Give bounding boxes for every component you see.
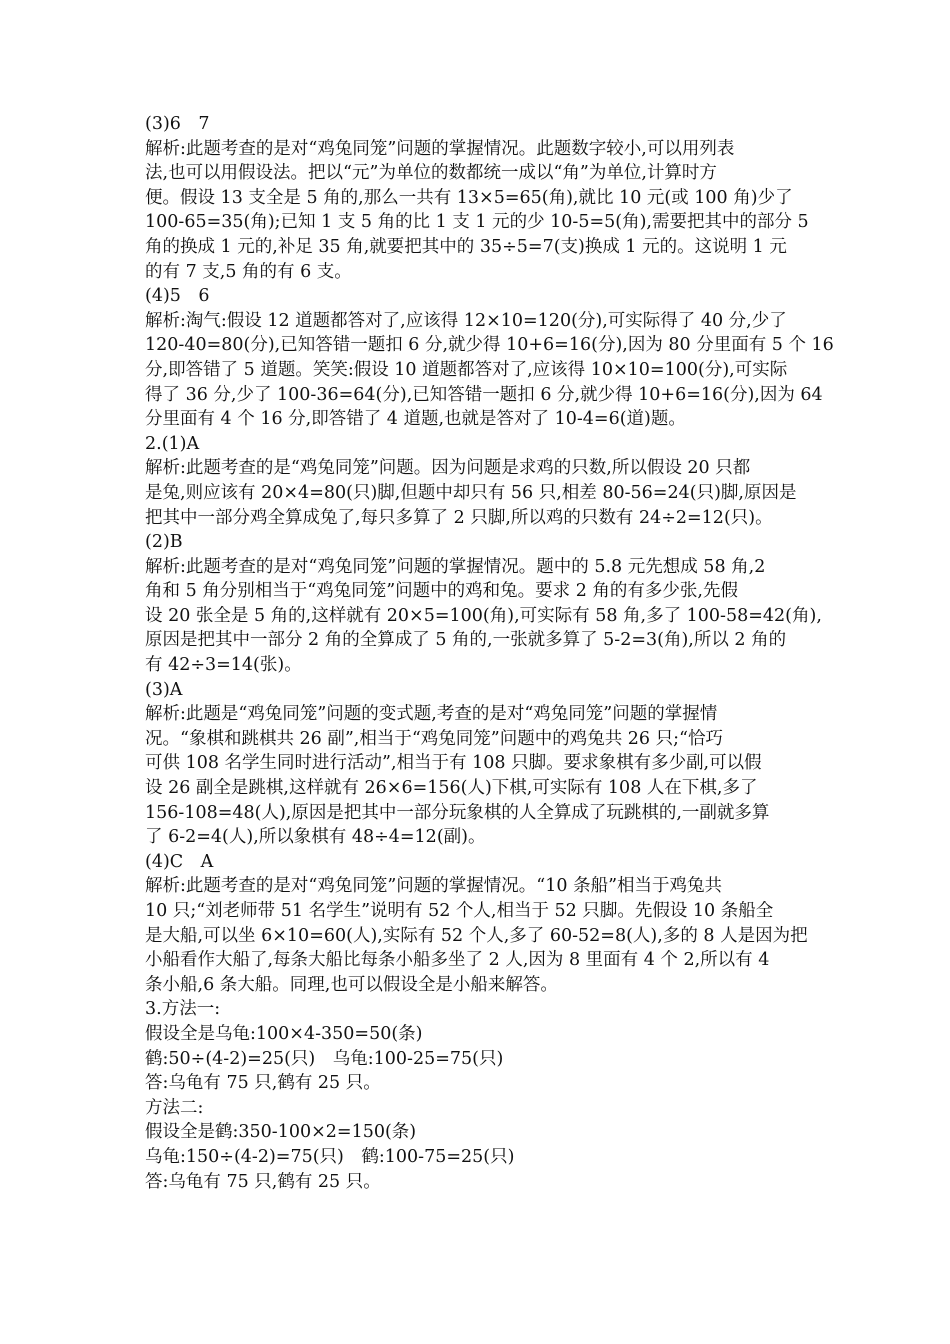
text-line: (3)6 7 — [145, 114, 210, 134]
text-line: 设 20 张全是 5 角的,这样就有 20×5=100(角),可实际有 58 角,多了 100-58=42(角), — [145, 605, 822, 626]
text-line: (4)C A — [145, 851, 214, 872]
text-line: 2.(1)A — [145, 433, 200, 454]
text-line: 况。“象棋和跳棋共 26 副”,相当于“鸡兔同笼”问题中的鸡兔共 26 只;“恰巧 — [145, 728, 723, 749]
text-line: 方法二: — [145, 1097, 204, 1118]
text-line: (4)5 6 — [145, 286, 210, 307]
text-line: 解析:此题考查的是对“鸡兔同笼”问题的掌握情况。“10 条船”相当于鸡兔共 — [145, 876, 723, 897]
text-line: 有 42÷3=14(张)。 — [145, 655, 302, 676]
text-line: 条小船,6 条大船。同理,也可以假设全是小船来解答。 — [145, 974, 558, 995]
text-line: 法,也可以用假设法。把以“元”为单位的数都统一成以“角”为单位,计算时方 — [145, 163, 717, 184]
text-line: 乌龟:150÷(4-2)=75(只) 鹤:100-75=25(只) — [145, 1146, 515, 1167]
text-line: 原因是把其中一部分 2 角的全算成了 5 角的,一张就多算了 5-2=3(角),所以 2 角的 — [145, 630, 787, 651]
text-line: 解析:此题是“鸡兔同笼”问题的变式题,考查的是对“鸡兔同笼”问题的掌握情 — [145, 704, 718, 725]
text-line: 分里面有 4 个 16 分,即答错了 4 道题,也就是答对了 10-4=6(道)题。 — [145, 409, 686, 430]
text-line: 可供 108 名学生同时进行活动”,相当于有 108 只脚。要求象棋有多少副,可以假 — [145, 753, 762, 774]
text-line: (3)A — [145, 679, 183, 700]
text-line: 156-108=48(人),原因是把其中一部分玩象棋的人全算成了玩跳棋的,一副就多算 — [145, 802, 770, 823]
text-line: 角和 5 角分别相当于“鸡兔同笼”问题中的鸡和兔。要求 2 角的有多少张,先假 — [145, 581, 738, 602]
text-line: 答:乌龟有 75 只,鹤有 25 只。 — [145, 1073, 381, 1094]
text-line: 解析:此题考查的是“鸡兔同笼”问题。因为问题是求鸡的只数,所以假设 20 只都 — [145, 458, 751, 479]
text-line: 分,即答错了 5 道题。笑笑:假设 10 道题都答对了,应该得 10×10=100(分),可实际 — [145, 359, 788, 380]
text-line: 答:乌龟有 75 只,鹤有 25 只。 — [145, 1171, 381, 1192]
text-line: 了 6-2=4(人),所以象棋有 48÷4=12(副)。 — [145, 827, 486, 848]
text-line: 3.方法一: — [145, 999, 221, 1020]
text-line: 便。假设 13 支全是 5 角的,那么一共有 13×5=65(角),就比 10 元(或 100 角)少了 — [145, 187, 793, 208]
text-line: 10 只;“刘老师带 51 名学生”说明有 52 个人,相当于 52 只脚。先假设 10 条船全 — [145, 901, 774, 921]
text-line: 100-65=35(角);已知 1 支 5 角的比 1 支 1 元的少 10-5=5(角),需要把其中的部分 5 — [145, 212, 809, 233]
text-line: 是大船,可以坐 6×10=60(人),实际有 52 个人,多了 60-52=8(人),多的 8 人是因为把 — [145, 925, 808, 946]
text-line: 把其中一部分鸡全算成兔了,每只多算了 2 只脚,所以鸡的只数有 24÷2=12(只)。 — [145, 507, 773, 528]
text-line: 鹤:50÷(4-2)=25(只) 乌龟:100-25=75(只) — [145, 1048, 504, 1069]
text-line: 解析:此题考查的是对“鸡兔同笼”问题的掌握情况。此题数字较小,可以用列表 — [145, 138, 735, 159]
text-line: (2)B — [145, 532, 183, 553]
text-line: 解析:此题考查的是对“鸡兔同笼”问题的掌握情况。题中的 5.8 元先想成 58 角,2 — [145, 556, 766, 577]
text-line: 120-40=80(分),已知答错一题扣 6 分,就少得 10+6=16(分),因为 80 分里面有 5 个 16 — [145, 335, 834, 356]
text-line: 解析:淘气:假设 12 道题都答对了,应该得 12×10=120(分),可实际得了 40 分,少了 — [145, 310, 787, 331]
text-line: 假设全是鹤:350-100×2=150(条) — [145, 1122, 417, 1143]
text-line: 的有 7 支,5 角的有 6 支。 — [145, 261, 352, 282]
text-line: 得了 36 分,少了 100-36=64(分),已知答错一题扣 6 分,就少得 10+6=16(分),因为 64 — [145, 384, 823, 405]
text-line: 小船看作大船了,每条大船比每条小船多坐了 2 人,因为 8 里面有 4 个 2,所以有 4 — [145, 950, 770, 971]
text-line: 角的换成 1 元的,补足 35 角,就要把其中的 35÷5=7(支)换成 1 元的。这说明 1 元 — [145, 236, 787, 257]
text-line: 设 26 副全是跳棋,这样就有 26×6=156(人)下棋,可实际有 108 人在下棋,多了 — [145, 778, 758, 799]
text-line: 是兔,则应该有 20×4=80(只)脚,但题中却只有 56 只,相差 80-56=24(只)脚,原因是 — [145, 482, 797, 503]
text-line: 假设全是乌龟:100×4-350=50(条) — [145, 1023, 423, 1044]
answer-document — [145, 112, 834, 1194]
